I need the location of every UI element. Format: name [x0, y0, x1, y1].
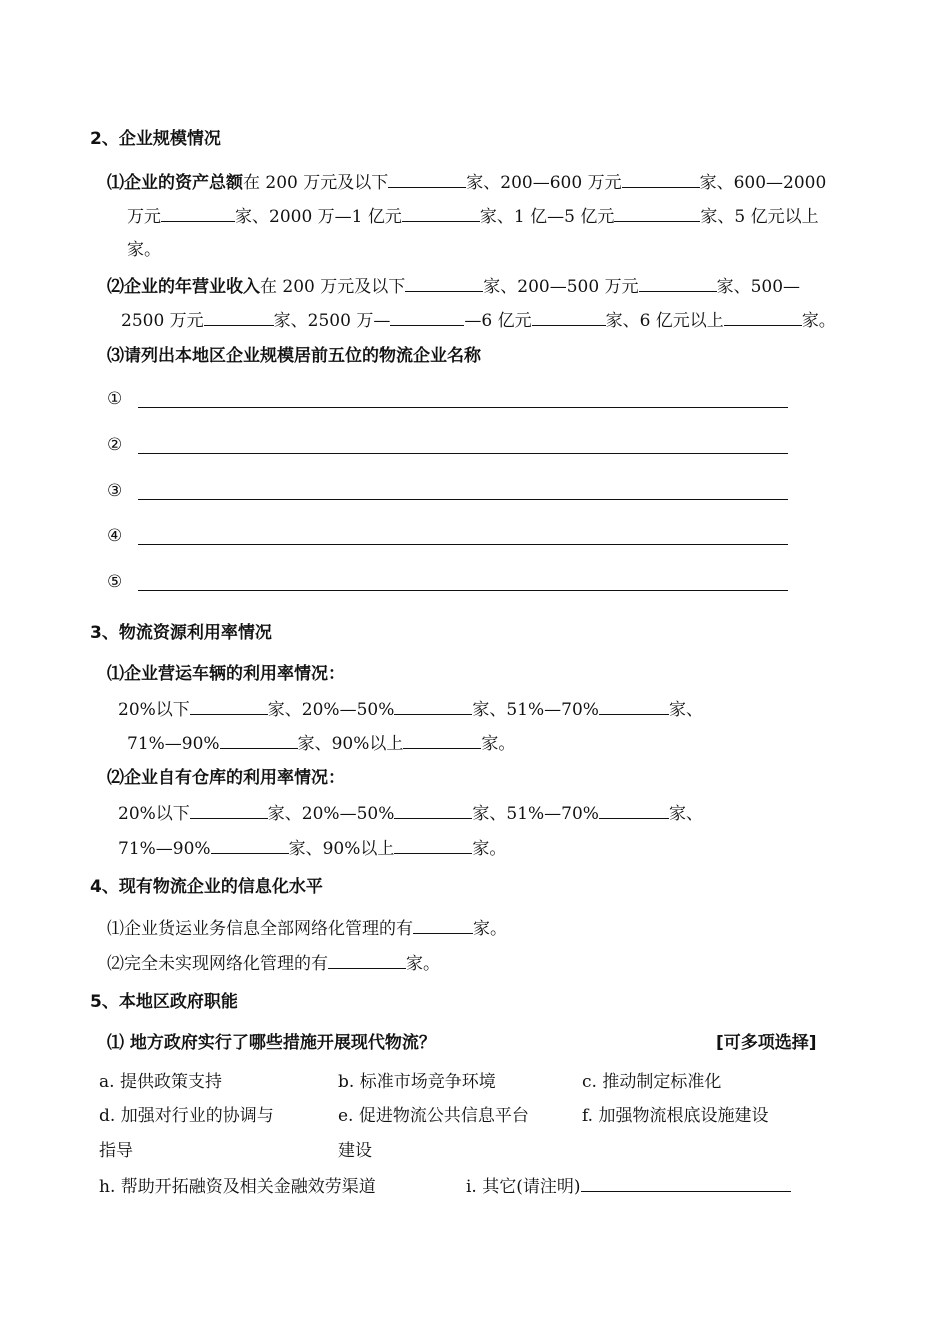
rank-row-2 — [107, 435, 137, 455]
s3-q1-line2: 71%—90% 家、90%以上 家。 — [127, 731, 515, 756]
s4-q1-line: ⑴企业货运业务信息全部网络化管理的有 家。 — [107, 916, 507, 941]
section-5-heading: 5、本地区政府职能 — [90, 992, 238, 1012]
option-c[interactable]: c. 推动制定标准化 — [582, 1072, 722, 1092]
s2-q1-line3: 家。 — [127, 240, 161, 260]
rank-mark: ② — [107, 435, 123, 455]
blank-field[interactable] — [220, 731, 298, 749]
rank-mark: ③ — [107, 481, 123, 501]
blank-field[interactable] — [190, 801, 268, 819]
s3-q2-lead: ⑵企业自有仓库的利用率情况： — [107, 768, 345, 788]
s2-q2-line1: ⑵企业的年营业收入在 200 万元及以下 家、200—500 万元 家、500— — [107, 274, 800, 299]
blank-field[interactable] — [622, 170, 700, 188]
s2-q2-lead: ⑵企业的年营业收入 — [107, 277, 260, 297]
rank-mark: ④ — [107, 526, 123, 546]
rank-row-5 — [107, 572, 137, 592]
s3-q1-line1: 20%以下 家、20%—50% 家、51%—70% 家、 — [118, 697, 703, 722]
blank-field[interactable] — [599, 697, 669, 715]
s3-q1-lead: ⑴企业营运车辆的利用率情况： — [107, 664, 345, 684]
s2-q1-line2: 万元 家、2000 万—1 亿元 家、1 亿—5 亿元 家、5 亿元以上 — [127, 204, 819, 229]
option-i[interactable]: i. 其它(请注明) — [466, 1172, 791, 1197]
s2-q1-lead: ⑴企业的资产总额 — [107, 173, 243, 193]
rank-input-5[interactable] — [138, 570, 788, 591]
s2-q1-line1: ⑴企业的资产总额在 200 万元及以下 家、200—600 万元 家、600—2000 — [107, 170, 826, 195]
rank-row-3 — [107, 481, 137, 501]
blank-field[interactable] — [328, 951, 406, 969]
blank-field[interactable] — [394, 836, 472, 854]
blank-field[interactable] — [394, 697, 472, 715]
blank-field[interactable] — [211, 836, 289, 854]
rank-row-4 — [107, 526, 137, 546]
blank-field[interactable] — [394, 801, 472, 819]
section-2-heading: 2、企业规模情况 — [90, 129, 221, 149]
rank-input-1[interactable] — [138, 387, 788, 408]
rank-input-3[interactable] — [138, 479, 788, 500]
s4-q2-line: ⑵完全未实现网络化管理的有 家。 — [107, 951, 440, 976]
other-specify-field[interactable] — [581, 1174, 791, 1192]
blank-field[interactable] — [390, 308, 464, 326]
option-a[interactable]: a. 提供政策支持 — [99, 1072, 222, 1092]
blank-field[interactable] — [413, 916, 473, 934]
blank-field[interactable] — [190, 697, 268, 715]
rank-input-2[interactable] — [138, 433, 788, 454]
s5-q1-lead: ⑴ 地方政府实行了哪些措施开展现代物流？ — [107, 1033, 436, 1053]
option-b[interactable]: b. 标准市场竞争环境 — [338, 1072, 496, 1092]
option-e[interactable]: e. 促进物流公共信息平台 — [338, 1106, 529, 1126]
option-e-cont: 建设 — [338, 1141, 372, 1161]
section-3-heading: 3、物流资源利用率情况 — [90, 623, 272, 643]
blank-field[interactable] — [639, 274, 717, 292]
option-d-cont: 指导 — [99, 1141, 133, 1161]
option-d[interactable]: d. 加强对行业的协调与 — [99, 1106, 274, 1126]
rank-row-1 — [107, 389, 137, 409]
s3-q2-line2: 71%—90% 家、90%以上 家。 — [118, 836, 506, 861]
blank-field[interactable] — [161, 204, 235, 222]
multi-select-note: [可多项选择] — [716, 1033, 817, 1053]
s3-q2-line1: 20%以下 家、20%—50% 家、51%—70% 家、 — [118, 801, 703, 826]
s2-q2-line2: 2500 万元 家、2500 万— —6 亿元 家、6 亿元以上 家。 — [121, 308, 836, 333]
blank-field[interactable] — [402, 204, 480, 222]
blank-field[interactable] — [388, 170, 466, 188]
blank-field[interactable] — [599, 801, 669, 819]
s2-q3-lead: ⑶请列出本地区企业规模居前五位的物流企业名称 — [107, 346, 481, 366]
blank-field[interactable] — [405, 274, 483, 292]
blank-field[interactable] — [724, 308, 802, 326]
blank-field[interactable] — [614, 204, 700, 222]
option-f[interactable]: f. 加强物流根底设施建设 — [582, 1106, 769, 1126]
rank-mark: ① — [107, 389, 123, 409]
rank-input-4[interactable] — [138, 524, 788, 545]
rank-mark: ⑤ — [107, 572, 123, 592]
blank-field[interactable] — [204, 308, 274, 326]
blank-field[interactable] — [403, 731, 481, 749]
section-4-heading: 4、现有物流企业的信息化水平 — [90, 877, 323, 897]
option-h[interactable]: h. 帮助开拓融资及相关金融效劳渠道 — [99, 1177, 376, 1197]
blank-field[interactable] — [532, 308, 606, 326]
